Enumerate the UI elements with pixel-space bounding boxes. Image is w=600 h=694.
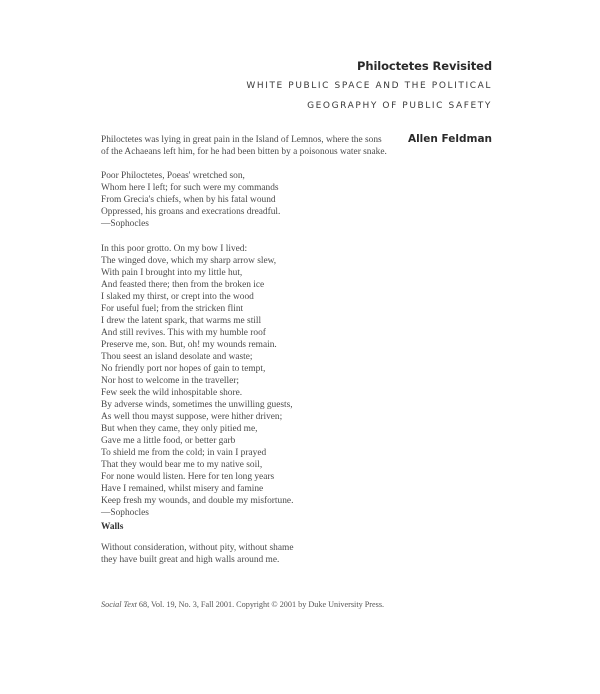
epigraph — [101, 134, 431, 158]
poem-line: For useful fuel; from the stricken flint — [101, 304, 244, 314]
article-subtitle-line-1: WHITE PUBLIC SPACE AND THE POLITICAL — [246, 81, 492, 91]
walls-line: Without consideration, without pity, without shame — [101, 543, 294, 553]
poem-stanza-1 — [101, 170, 431, 230]
poem-line: Gave me a little food, or better garb — [101, 436, 236, 446]
walls-line: they have built great and high walls around me. — [101, 555, 280, 565]
section-heading-walls: Walls — [101, 522, 124, 532]
poem-line: Thou seest an island desolate and waste; — [101, 352, 253, 362]
poem-attribution: —Sophocles — [101, 508, 149, 518]
poem-line: For none would listen. Here for ten long years — [101, 472, 275, 482]
poem-line: Few seek the wild inhospitable shore. — [101, 388, 243, 398]
poem-line: From Grecia's chiefs, when by his fatal wound — [101, 195, 276, 205]
poem-line: I drew the latent spark, that warms me still — [101, 316, 262, 326]
journal-name: Social Text — [101, 600, 137, 609]
poem-line: As well thou mayst suppose, were hither driven; — [101, 412, 283, 422]
poem-attribution: —Sophocles — [101, 219, 149, 229]
poem-line: I slaked my thirst, or crept into the wood — [101, 292, 254, 302]
poem-line: And feasted there; then from the broken ice — [101, 280, 265, 290]
citation-footer — [101, 600, 384, 609]
walls-paragraph — [101, 542, 431, 566]
poem-line: Keep fresh my wounds, and double my misfortune. — [101, 496, 294, 506]
article-subtitle-line-2: GEOGRAPHY OF PUBLIC SAFETY — [307, 101, 492, 111]
poem-line: To shield me from the cold; in vain I prayed — [101, 448, 267, 458]
poem-line: Whom here I left; for such were my commands — [101, 183, 279, 193]
author-name: Allen Feldman — [407, 133, 492, 145]
poem-stanza-2 — [101, 243, 431, 519]
poem-line: In this poor grotto. On my bow I lived: — [101, 244, 248, 254]
epigraph-line: of the Achaeans left him, for he had been bitten by a poisonous water snake. — [101, 147, 387, 157]
poem-line: The winged dove, which my sharp arrow slew, — [101, 256, 277, 266]
poem-line: Preserve me, son. But, oh! my wounds remain. — [101, 340, 277, 350]
epigraph-line: Philoctetes was lying in great pain in the Island of Lemnos, where the sons — [101, 135, 382, 145]
poem-line: No friendly port nor hopes of gain to tempt, — [101, 364, 266, 374]
poem-line: That they would bear me to my native soil, — [101, 460, 263, 470]
citation-details: 68, Vol. 19, No. 3, Fall 2001. Copyright © 2001 by Duke University Press. — [136, 600, 385, 609]
poem-line: By adverse winds, sometimes the unwilling guests, — [101, 400, 293, 410]
poem-line: Oppressed, his groans and execrations dreadful. — [101, 207, 281, 217]
article-title: Philoctetes Revisited — [357, 59, 492, 73]
poem-line: But when they came, they only pitied me, — [101, 424, 258, 434]
poem-line: Nor host to welcome in the traveller; — [101, 376, 239, 386]
poem-line: With pain I brought into my little hut, — [101, 268, 243, 278]
poem-line: Poor Philoctetes, Poeas' wretched son, — [101, 171, 245, 181]
poem-line: Have I remained, whilst misery and famine — [101, 484, 264, 494]
poem-line: And still revives. This with my humble roof — [101, 328, 266, 338]
